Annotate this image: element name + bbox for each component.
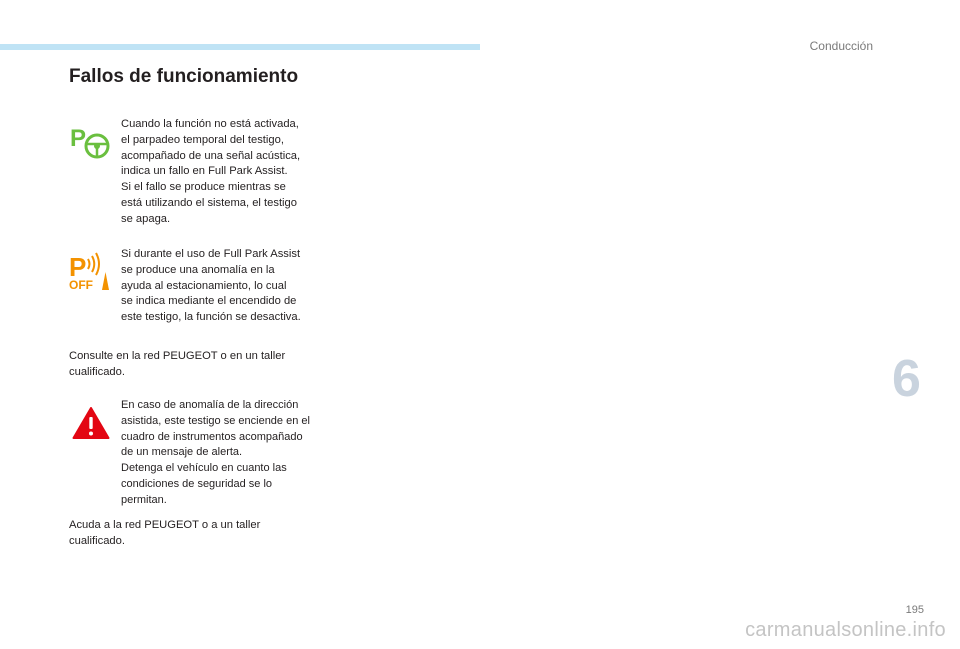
- park-assist-fault-text: Cuando la función no está activada, el parpadeo temporal del testigo, acompañado de una señal acústica, indica un fallo en Full Park Assist. Si el fallo se produce mientras se está utilizando el sistema, el testigo se apaga.: [121, 118, 301, 225]
- svg-text:P: P: [69, 252, 87, 282]
- watermark-link[interactable]: carmanualsonline.info: [745, 619, 946, 641]
- park-assist-off-text: Si durante el uso de Full Park Assist se produce una anomalía en la ayuda al estacionamiento, lo cual se indica mediante el encendido de este testigo, la función se desactiva.: [121, 248, 301, 324]
- park-assist-steering-icon: [70, 124, 112, 160]
- svg-text:P: P: [70, 125, 87, 152]
- consult-note: Consulte en la red PEUGEOT o en un taller cualificado.: [69, 350, 286, 378]
- final-note: Acuda a la red PEUGEOT o a un taller cualificado.: [69, 519, 261, 547]
- section-title: Fallos de funcionamiento: [69, 66, 299, 87]
- steering-fault-text: En caso de anomalía de la dirección asistida, este testigo se enciende en el cuadro de instrumentos acompañado de un mensaje de alerta. Detenga el vehículo en cuanto las condiciones de seguridad se lo permitan.: [121, 399, 310, 506]
- chapter-number: 6: [892, 350, 921, 408]
- warning-triangle-icon: [72, 406, 110, 440]
- chapter-title: Conducción: [809, 39, 873, 53]
- header-accent-bar: [0, 44, 480, 50]
- page-number: 195: [905, 604, 924, 616]
- off-label: OFF: [69, 278, 93, 292]
- park-assist-off-icon: [68, 250, 114, 292]
